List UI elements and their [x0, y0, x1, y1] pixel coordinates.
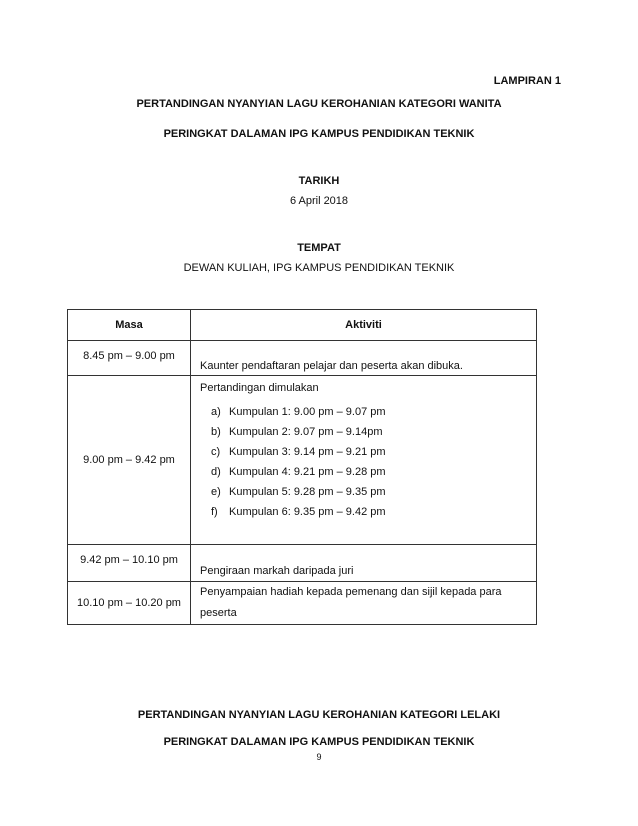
activity-line-2: peserta	[200, 607, 237, 619]
list-text: Kumpulan 4: 9.21 pm – 9.28 pm	[229, 466, 386, 478]
row-time: 9.00 pm – 9.42 pm	[68, 376, 191, 545]
list-marker: d)	[211, 466, 221, 478]
list-item	[200, 422, 536, 442]
row-activity: Pengiraan markah daripada juri	[191, 545, 537, 582]
venue-label: TEMPAT	[297, 242, 341, 254]
header-aktiviti: Aktiviti	[191, 310, 537, 341]
row-time: 8.45 pm – 9.00 pm	[68, 341, 191, 376]
title-level-2: PERINGKAT DALAMAN IPG KAMPUS PENDIDIKAN TEKNIK	[163, 736, 475, 748]
list-marker: b)	[211, 426, 221, 438]
list-text: Kumpulan 1: 9.00 pm – 9.07 pm	[229, 406, 386, 418]
activity-line-1: Penyampaian hadiah kepada pemenang dan sijil kepada para	[200, 586, 502, 598]
title-women-category: PERTANDINGAN NYANYIAN LAGU KEROHANIAN KATEGORI WANITA	[136, 98, 502, 110]
list-item	[200, 502, 536, 522]
date-label: TARIKH	[298, 175, 340, 187]
row-time: 9.42 pm – 10.10 pm	[68, 545, 191, 582]
table-row	[68, 376, 537, 545]
venue-value: DEWAN KULIAH, IPG KAMPUS PENDIDIKAN TEKNIK	[183, 262, 455, 274]
list-item	[200, 462, 536, 482]
row-time: 10.10 pm – 10.20 pm	[68, 582, 191, 625]
list-text: Kumpulan 5: 9.28 pm – 9.35 pm	[229, 486, 386, 498]
group-list	[200, 402, 536, 522]
activity-intro: Pertandingan dimulakan	[200, 382, 319, 394]
list-marker: c)	[211, 446, 221, 458]
header-masa: Masa	[68, 310, 191, 341]
row-activity: Kaunter pendaftaran pelajar dan peserta akan dibuka.	[191, 341, 537, 376]
list-item	[200, 482, 536, 502]
row-activity	[191, 582, 537, 625]
annex-label: LAMPIRAN 1	[493, 75, 561, 87]
table-row	[68, 545, 537, 582]
list-marker: a)	[211, 406, 221, 418]
table-row	[68, 341, 537, 376]
list-item	[200, 442, 536, 462]
row-activity	[191, 376, 537, 545]
list-text: Kumpulan 3: 9.14 pm – 9.21 pm	[229, 446, 386, 458]
schedule-table	[67, 309, 537, 625]
list-text: Kumpulan 2: 9.07 pm – 9.14pm	[229, 426, 383, 438]
list-marker: e)	[211, 486, 221, 498]
list-marker: f)	[211, 506, 218, 518]
table-row	[68, 582, 537, 625]
title-men-category: PERTANDINGAN NYANYIAN LAGU KEROHANIAN KATEGORI LELAKI	[137, 709, 501, 721]
title-level: PERINGKAT DALAMAN IPG KAMPUS PENDIDIKAN TEKNIK	[163, 128, 475, 140]
page-number: 9	[316, 752, 322, 762]
date-value: 6 April 2018	[289, 195, 349, 207]
list-text: Kumpulan 6: 9.35 pm – 9.42 pm	[229, 506, 386, 518]
list-item	[200, 402, 536, 422]
table-header-row	[68, 310, 537, 341]
